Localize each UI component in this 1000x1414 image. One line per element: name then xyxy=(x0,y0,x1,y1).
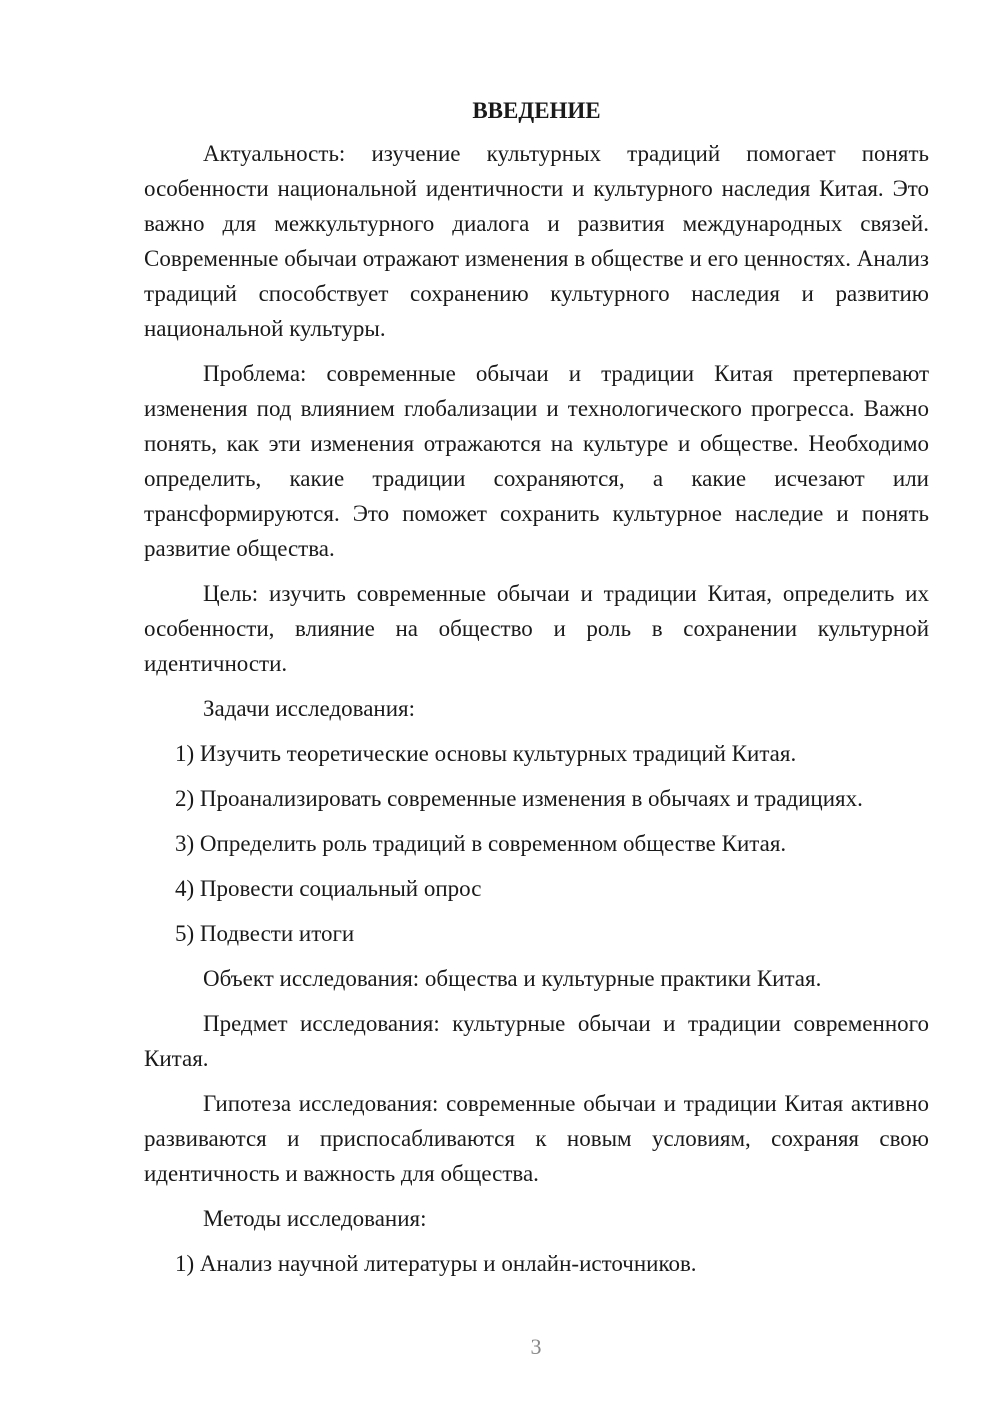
tasks-heading: Задачи исследования: xyxy=(203,696,416,721)
task-item: 4) Провести социальный опрос xyxy=(175,876,482,901)
task-item: 1) Изучить теоретические основы культурных традиций Китая. xyxy=(175,741,797,766)
task-item: 2) Проанализировать современные изменения в обычаях и традициях. xyxy=(175,786,863,811)
problem-paragraph: Проблема: современные обычаи и традиции Китая претерпевают изменения под влиянием глобализации и технологического прогресса. Важно понять, как эти изменения отражаются на культуре и обществе. Необходимо определить, какие традиции сохраняются, а какие исчезают или трансформируются. Это поможет сохранить культурное наследие и понять развитие общества. xyxy=(144,361,929,561)
page-number: 3 xyxy=(530,1334,542,1359)
hypothesis-paragraph: Гипотеза исследования: современные обычаи и традиции Китая активно развиваются и приспосабливаются к новым условиям, сохраняя свою идентичность и важность для общества. xyxy=(144,1091,929,1186)
task-item: 3) Определить роль традиций в современном обществе Китая. xyxy=(175,831,787,856)
method-item: 1) Анализ научной литературы и онлайн-источников. xyxy=(175,1251,697,1276)
subject-paragraph: Предмет исследования: культурные обычаи и традиции современного Китая. xyxy=(144,1011,929,1071)
task-item: 5) Подвести итоги xyxy=(175,921,355,946)
relevance-paragraph: Актуальность: изучение культурных традиций помогает понять особенности национальной идентичности и культурного наследия Китая. Это важно для межкультурного диалога и развития международных связей. Современные обычаи отражают изменения в обществе и его ценностях. Анализ традиций способствует сохранению культурного наследия и развитию национальной культуры. xyxy=(144,141,929,341)
methods-heading: Методы исследования: xyxy=(203,1206,427,1231)
goal-paragraph: Цель: изучить современные обычаи и традиции Китая, определить их особенности, влияние на общество и роль в сохранении культурной идентичности. xyxy=(144,581,929,676)
object-paragraph: Объект исследования: общества и культурные практики Китая. xyxy=(203,966,822,991)
page-content xyxy=(144,94,929,1291)
section-title: ВВЕДЕНИЕ xyxy=(472,98,601,123)
